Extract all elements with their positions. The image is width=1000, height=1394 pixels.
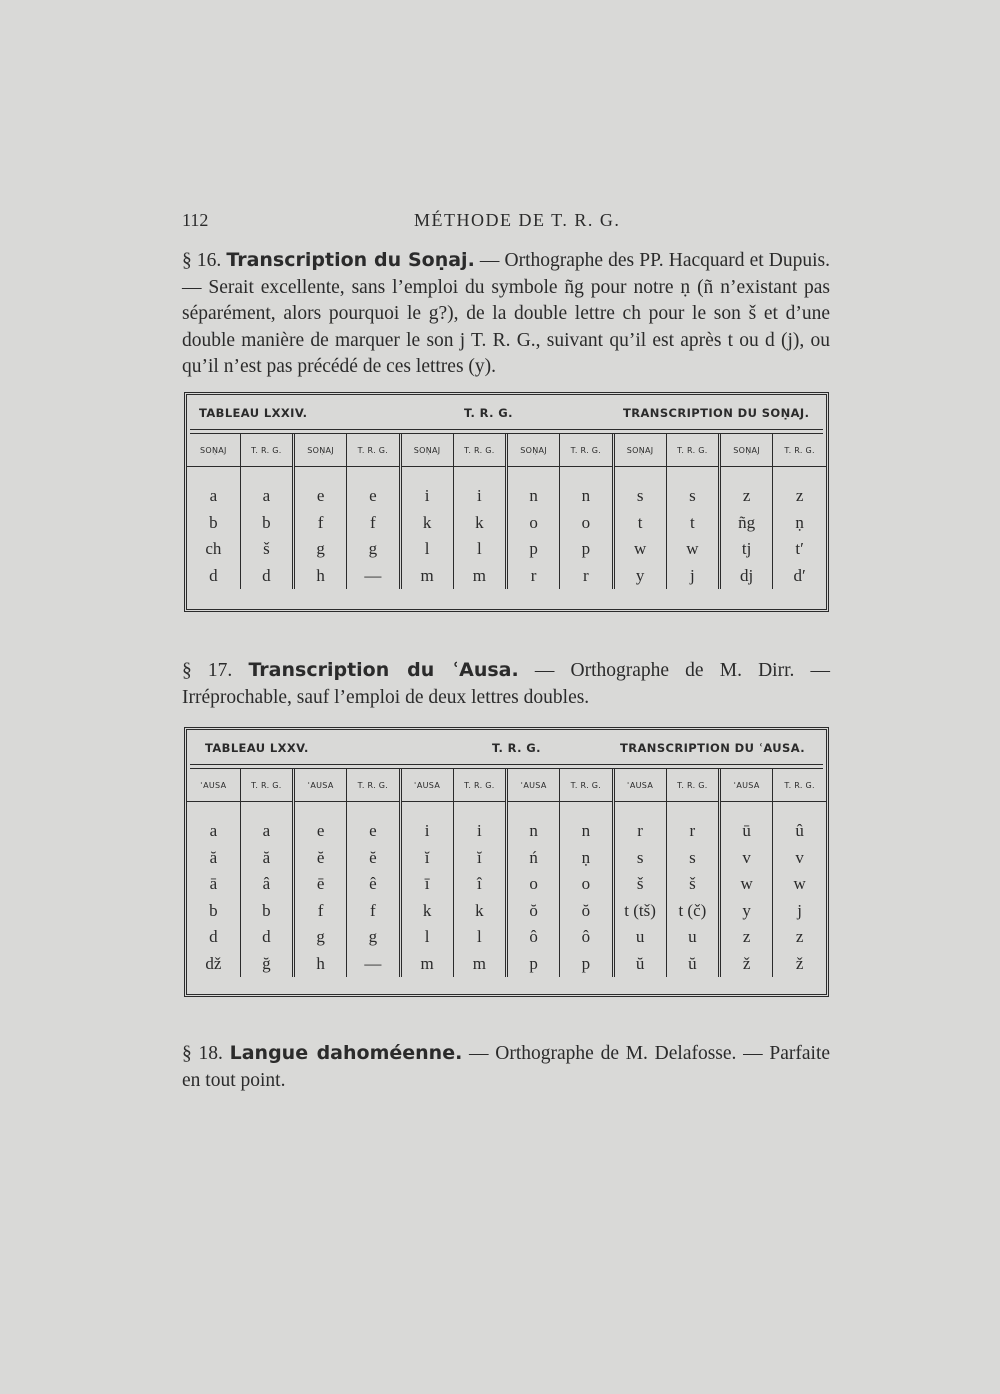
table-cell: ĕ: [347, 845, 400, 872]
column-header: SOṆAJ: [294, 434, 347, 467]
table-cell: k: [453, 510, 506, 537]
table-cell: d: [209, 927, 218, 947]
table-cell: a: [240, 483, 293, 510]
spacer-cell: [400, 467, 453, 484]
table-cell: y: [613, 563, 666, 590]
table-cell: h: [294, 951, 347, 978]
table-cell: s: [613, 483, 666, 510]
table-cell: ch: [205, 539, 222, 559]
table-cell: s: [613, 845, 666, 872]
table-cell: o: [560, 510, 613, 537]
table-lxxiv-center: T. R. G.: [464, 406, 513, 420]
table-lxxiv-header: [187, 395, 826, 429]
section-17-number: § 17.: [182, 660, 233, 681]
table-lxxiv-right: TRANSCRIPTION DU SOṆAJ.: [623, 406, 810, 420]
table-cell: â: [240, 871, 293, 898]
table-cell: ž: [773, 951, 826, 978]
table-cell: dž: [205, 953, 222, 973]
column-header: T. R. G.: [347, 434, 400, 467]
table-cell: e: [347, 818, 400, 845]
table-cell: o: [507, 510, 560, 537]
table-cell: ŏ: [507, 898, 560, 925]
table-cell: g: [347, 924, 400, 951]
table-cell: ñg: [720, 510, 773, 537]
table-row: [187, 951, 826, 978]
column-header: T. R. G.: [773, 434, 826, 467]
table-cell: p: [507, 536, 560, 563]
table-cell: i: [400, 483, 453, 510]
table-lxxiv-grid: [187, 434, 826, 589]
column-header: ʿAUSA: [187, 769, 240, 802]
column-header: T. R. G.: [773, 769, 826, 802]
table-cell: —: [347, 563, 400, 590]
table-cell: d′: [773, 563, 826, 590]
table-cell: g: [347, 536, 400, 563]
column-header: T. R. G.: [453, 434, 506, 467]
header-row: [187, 434, 826, 467]
table-cell: dj: [720, 563, 773, 590]
table-cell: e: [294, 483, 347, 510]
table-lxxiv: [184, 392, 829, 612]
section-18-text: — Orthographe de M. Delafosse. — Parfaite en tout point.: [182, 1043, 831, 1091]
table-cell: o: [507, 871, 560, 898]
table-cell: t (tš): [613, 898, 666, 925]
table-cell: z: [773, 483, 826, 510]
spacer-cell: [347, 467, 400, 484]
table-cell: g: [294, 924, 347, 951]
spacer-cell: [560, 467, 613, 484]
section-18-heading: Langue dahoméenne.: [229, 1042, 463, 1064]
table-cell: t′: [773, 536, 826, 563]
table-cell: z: [720, 924, 773, 951]
column-header: ʿAUSA: [400, 769, 453, 802]
section-17-heading: Transcription du ʿAusa.: [248, 659, 519, 681]
table-cell: i: [400, 818, 453, 845]
table-cell: ž: [720, 951, 773, 978]
table-cell: ī: [400, 871, 453, 898]
table-cell: k: [400, 898, 453, 925]
table-cell: m: [400, 563, 453, 590]
table-cell: v: [773, 845, 826, 872]
table-cell: r: [507, 563, 560, 590]
table-cell: a: [240, 818, 293, 845]
table-cell: p: [560, 536, 613, 563]
table-row: [187, 871, 826, 898]
table-cell: h: [294, 563, 347, 590]
table-cell: n: [560, 483, 613, 510]
section-17-paragraph: [182, 657, 830, 711]
column-header: ʿAUSA: [507, 769, 560, 802]
table-cell: ă: [240, 845, 293, 872]
table-cell: ğ: [240, 951, 293, 978]
table-cell: t: [613, 510, 666, 537]
table-cell: m: [400, 951, 453, 978]
table-cell: š: [666, 871, 719, 898]
table-cell: e: [347, 483, 400, 510]
table-row: [187, 483, 826, 510]
table-cell: ĭ: [400, 845, 453, 872]
table-cell: i: [453, 483, 506, 510]
table-cell: l: [453, 536, 506, 563]
spacer-cell: [507, 467, 560, 484]
table-cell: ĭ: [453, 845, 506, 872]
table-cell: s: [666, 845, 719, 872]
table-row: [187, 818, 826, 845]
table-lxxv-center: T. R. G.: [492, 741, 541, 755]
column-header: SOṆAJ: [613, 434, 666, 467]
table-cell: e: [294, 818, 347, 845]
table-cell: k: [400, 510, 453, 537]
column-header: SOṆAJ: [507, 434, 560, 467]
table-cell: y: [720, 898, 773, 925]
table-cell: ē: [294, 871, 347, 898]
table-cell: m: [453, 951, 506, 978]
table-lxxv-title: TABLEAU LXXV.: [205, 741, 309, 755]
table-cell: f: [347, 898, 400, 925]
table-cell: v: [720, 845, 773, 872]
spacer-cell: [400, 802, 453, 819]
spacer-cell: [720, 802, 773, 819]
section-16-number: § 16.: [182, 250, 222, 271]
table-cell: ŭ: [666, 951, 719, 978]
table-lxxiv-title: TABLEAU LXXIV.: [199, 406, 308, 420]
table-row: [187, 510, 826, 537]
spacer-row: [187, 802, 826, 819]
table-cell: n: [507, 818, 560, 845]
table-cell: r: [560, 563, 613, 590]
page-header: [182, 210, 830, 236]
table-cell: w: [773, 871, 826, 898]
column-header: ʿAUSA: [613, 769, 666, 802]
table-cell: w: [720, 871, 773, 898]
table-cell: ê: [347, 871, 400, 898]
table-cell: f: [294, 898, 347, 925]
table-cell: b: [209, 512, 218, 532]
table-cell: u: [613, 924, 666, 951]
table-cell: a: [209, 486, 218, 506]
table-cell: j: [666, 563, 719, 590]
table-cell: š: [613, 871, 666, 898]
table-cell: l: [453, 924, 506, 951]
table-lxxv-grid: [187, 769, 826, 977]
table-cell: l: [400, 924, 453, 951]
table-cell: k: [453, 898, 506, 925]
section-18-number: § 18.: [182, 1043, 223, 1064]
table-cell: ŏ: [560, 898, 613, 925]
table-row: [187, 845, 826, 872]
table-cell: m: [453, 563, 506, 590]
table-cell: d: [240, 924, 293, 951]
table-cell: t (č): [666, 898, 719, 925]
table-cell: ṇ: [773, 510, 826, 537]
page-number: 112: [182, 210, 209, 230]
table-cell: ṇ: [560, 845, 613, 872]
table-cell: j: [773, 898, 826, 925]
running-title: MÉTHODE DE T. R. G.: [414, 210, 621, 230]
spacer-cell: [666, 467, 719, 484]
column-header: SOṆAJ: [720, 434, 773, 467]
table-cell: ń: [507, 845, 560, 872]
table-cell: ŭ: [613, 951, 666, 978]
table-row: [187, 536, 826, 563]
spacer-cell: [613, 802, 666, 819]
spacer-cell: [560, 802, 613, 819]
column-header: T. R. G.: [240, 769, 293, 802]
table-lxxv-header: [187, 730, 826, 764]
column-header: T. R. G.: [453, 769, 506, 802]
spacer-cell: [240, 467, 293, 484]
table-cell: d: [209, 565, 218, 585]
column-header: T. R. G.: [666, 434, 719, 467]
table-cell: f: [347, 510, 400, 537]
table-cell: w: [666, 536, 719, 563]
table-cell: ô: [507, 924, 560, 951]
spacer-cell: [773, 467, 826, 484]
table-cell: z: [773, 924, 826, 951]
table-cell: n: [507, 483, 560, 510]
spacer-cell: [453, 467, 506, 484]
section-17-text: — Orthographe de M. Dirr. — Irréprochable, sauf l’emploi de deux lettres doubles.: [182, 660, 831, 708]
table-cell: ĕ: [294, 845, 347, 872]
table-cell: p: [507, 951, 560, 978]
table-cell: n: [560, 818, 613, 845]
section-18-paragraph: [182, 1040, 830, 1094]
spacer-cell: [453, 802, 506, 819]
table-cell: u: [666, 924, 719, 951]
table-cell: t: [666, 510, 719, 537]
table-row: [187, 898, 826, 925]
table-cell: —: [347, 951, 400, 978]
table-cell: f: [294, 510, 347, 537]
table-cell: w: [613, 536, 666, 563]
table-cell: i: [453, 818, 506, 845]
table-cell: û: [773, 818, 826, 845]
spacer-cell: [187, 467, 240, 484]
table-cell: ā: [209, 874, 218, 894]
table-cell: b: [209, 900, 218, 920]
table-row: [187, 924, 826, 951]
column-header: ʿAUSA: [720, 769, 773, 802]
table-cell: p: [560, 951, 613, 978]
table-cell: g: [294, 536, 347, 563]
spacer-cell: [507, 802, 560, 819]
section-16-paragraph: [182, 247, 830, 381]
table-cell: ô: [560, 924, 613, 951]
table-cell: z: [720, 483, 773, 510]
table-cell: ū: [720, 818, 773, 845]
column-header: ʿAUSA: [294, 769, 347, 802]
table-lxxv: [184, 727, 829, 997]
header-row: [187, 769, 826, 802]
table-cell: d: [240, 563, 293, 590]
table-cell: r: [613, 818, 666, 845]
column-header: T. R. G.: [560, 769, 613, 802]
table-cell: b: [240, 898, 293, 925]
spacer-cell: [720, 467, 773, 484]
table-cell: ă: [209, 847, 218, 867]
column-header: T. R. G.: [347, 769, 400, 802]
table-cell: a: [209, 821, 218, 841]
column-header: SOṆAJ: [400, 434, 453, 467]
table-row: [187, 563, 826, 590]
spacer-cell: [347, 802, 400, 819]
spacer-cell: [666, 802, 719, 819]
column-header: T. R. G.: [560, 434, 613, 467]
table-cell: o: [560, 871, 613, 898]
section-16-heading: Transcription du Soṇaj.: [226, 249, 475, 271]
section-16-text: — Orthographe des PP. Hacquard et Dupuis. — Serait excellente, sans l’emploi du symbole ñg pour notre ṇ (ñ n’existant pas séparément, alors pourquoi le g?), de la double lettre ch pour le son š et d’une double manière de marquer le son j T. R. G., suivant qu’il est après t ou d (j), ou qu’il n’est pas précédé de ces lettres (y).: [182, 250, 831, 377]
table-cell: š: [240, 536, 293, 563]
spacer-cell: [613, 467, 666, 484]
spacer-cell: [240, 802, 293, 819]
spacer-cell: [294, 802, 347, 819]
spacer-cell: [773, 802, 826, 819]
table-lxxv-right: TRANSCRIPTION DU ʿAUSA.: [620, 741, 805, 755]
column-header: T. R. G.: [666, 769, 719, 802]
spacer-cell: [187, 802, 240, 819]
spacer-cell: [294, 467, 347, 484]
column-header: SOṆAJ: [187, 434, 240, 467]
table-cell: r: [666, 818, 719, 845]
column-header: T. R. G.: [240, 434, 293, 467]
table-cell: l: [400, 536, 453, 563]
table-cell: b: [240, 510, 293, 537]
spacer-row: [187, 467, 826, 484]
table-cell: tj: [720, 536, 773, 563]
table-cell: î: [453, 871, 506, 898]
table-cell: s: [666, 483, 719, 510]
